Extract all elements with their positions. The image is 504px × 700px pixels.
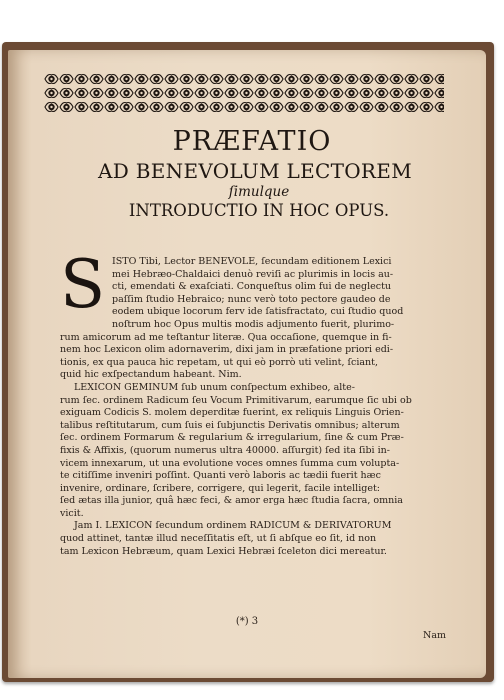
- text-line: LEXICON GEMINUM ſub unum conſpectum exhibeo, alte-: [74, 381, 355, 393]
- text-line: nem hoc Lexicon olim adornaverim, dixi jam in præfatione priori edi-: [60, 344, 394, 356]
- text-line: tionis, ex qua pauca hic repetam, ut qui eò porrò uti velint, ſciant,: [60, 356, 379, 368]
- title-praefatio: PRÆFATIO: [172, 126, 332, 157]
- preface-body: [60, 246, 442, 558]
- title-simulque: ſimulque: [228, 184, 290, 200]
- text-line: quid hic exſpectandum habeant. Nim.: [60, 369, 242, 381]
- text-line: te citiſſime inveniri poſſint. Quanti verò laboris ac tædii fuerit hæc: [60, 470, 381, 482]
- text-line: exiguam Codicis S. molem deperditæ fuerint, ex reliquis Linguis Orien-: [60, 407, 404, 419]
- fleuron-border: [44, 72, 444, 114]
- text-line: talibus reſtitutarum, cum ſuis ei ſubjunctis Derivatis omnibus; alterum: [60, 419, 400, 431]
- text-line: noſtrum hoc Opus multis modis adjumento fuerit, plurimo-: [112, 318, 395, 330]
- catchword: Nam: [423, 630, 446, 641]
- text-line: vicem innexarum, ut una evolutione voces omnes ſumma cum volupta-: [60, 457, 400, 469]
- book-page: [8, 50, 486, 678]
- text-line: Jam I. LEXICON ſecundum ordinem RADICUM & DERIVATORUM: [74, 520, 392, 532]
- text-line: ISTO Tibi, Lector BENEVOLE, ſecundam editionem Lexici: [112, 256, 392, 267]
- text-line: mei Hebræo-Chaldaici denuò reviſi ac plurimis in locis au-: [112, 268, 394, 280]
- text-line: rum amicorum ad me teſtantur literæ. Qua occaſione, quemque in fi-: [60, 331, 392, 343]
- text-line: ſec. ordinem Formarum & regularium & irregularium, ſine & cum Præ-: [60, 432, 404, 444]
- text-line: invenire, ordinare, ſcribere, corrigere, qui legerit, facile intelliget:: [60, 482, 380, 494]
- head-ornament-band: [44, 72, 444, 114]
- text-line: tam Lexicon Hebræum, quam Lexici Hebræi ſceleton dici mereatur.: [60, 545, 387, 557]
- text-line: rum ſec. ordinem Radicum ſeu Vocum Primitivarum, earumque ſic ubi ob: [60, 394, 412, 406]
- text-line: paſſim ſtudio Hebraico; nunc verò toto pectore gaudeo de: [112, 293, 391, 305]
- text-line: ſed ætas illa junior, quâ hæc feci, & amor erga hæc ſtudia ſacra, omnia: [60, 495, 403, 507]
- text-line: cti, emendati & exaſciati. Conqueſtus olim fui de neglectu: [112, 281, 392, 293]
- drop-capital: S: [60, 246, 106, 323]
- text-line: quod attinet, tantæ illud neceſſitatis eſt, ut ſi abſque eo ſit, id non: [60, 533, 377, 545]
- title-block: [8, 126, 486, 222]
- text-line: fixis & Affixis, (quorum numerus ultra 40000. aſſurgit) ſed ita ſibi in-: [60, 444, 390, 456]
- text-line: eodem ubique locorum ferv ide ſatisfractato, cui ſtudio quod: [112, 306, 404, 318]
- title-introductio: INTRODUCTIO IN HOC OPUS.: [128, 201, 390, 220]
- title-ad-benevolum: AD BENEVOLUM LECTOREM: [98, 159, 412, 183]
- signature-mark: (*) 3: [235, 616, 259, 627]
- text-line: vicit.: [60, 507, 84, 519]
